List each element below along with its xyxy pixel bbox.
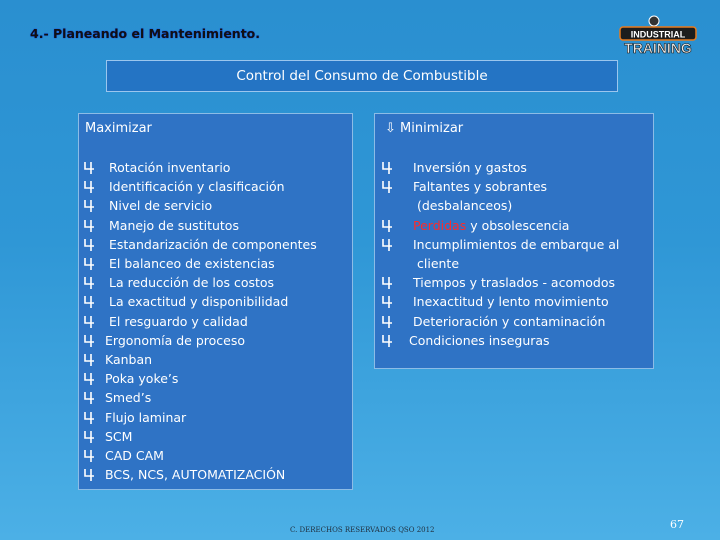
maximize-list	[83, 158, 317, 484]
maximize-panel	[78, 113, 353, 490]
list-item	[381, 292, 619, 311]
list-item-text: Identificación y clasificación	[109, 179, 285, 195]
highlighted-text: Perdidas	[413, 217, 467, 233]
list-item	[83, 216, 317, 235]
bullet-icon	[83, 276, 95, 290]
bullet-icon	[381, 276, 393, 290]
list-item-text: Nivel de servicio	[109, 198, 213, 214]
list-item	[83, 254, 317, 273]
arrow-down-icon: ⇩	[385, 121, 396, 136]
list-item	[381, 158, 619, 177]
list-item-text: Deterioración y contaminación	[413, 313, 606, 329]
page-title	[30, 26, 260, 41]
bullet-icon	[83, 199, 95, 213]
list-item	[83, 331, 317, 350]
list-item	[381, 235, 619, 254]
bullet-icon	[83, 391, 95, 405]
bullet-icon	[83, 315, 95, 329]
list-item-text: Estandarización de componentes	[109, 236, 317, 252]
list-item-text: CAD CAM	[105, 448, 164, 464]
bullet-icon	[381, 219, 393, 233]
bullet-icon	[83, 372, 95, 386]
bullet-icon	[381, 295, 393, 309]
bullet-icon	[381, 315, 393, 329]
list-item-text: Smed’s	[105, 390, 152, 406]
bullet-icon	[381, 161, 393, 175]
banner-title: Control del Consumo de Combustible	[236, 68, 488, 84]
list-item-text: Faltantes y sobrantes	[413, 179, 548, 195]
list-item	[381, 216, 619, 235]
page-number: 67	[670, 518, 684, 531]
list-item-text: Inversión y gastos	[413, 160, 527, 175]
bullet-icon	[83, 295, 95, 309]
bullet-icon	[83, 238, 95, 252]
list-item	[83, 369, 317, 388]
list-item	[83, 408, 317, 427]
list-item	[83, 388, 317, 407]
bullet-icon	[83, 430, 95, 444]
list-item-text: La exactitud y disponibilidad	[109, 294, 289, 310]
list-item-text: El balanceo de existencias	[109, 256, 275, 272]
bullet-icon	[83, 180, 95, 194]
list-item-text: Flujo laminar	[105, 409, 187, 425]
bullet-icon	[381, 238, 393, 252]
minimize-heading-text: Minimizar	[400, 121, 464, 136]
list-item	[83, 465, 317, 484]
list-item-text: Ergonomía de proceso	[105, 332, 246, 348]
list-item	[381, 273, 619, 292]
bullet-icon	[83, 468, 95, 482]
logo-top-text: INDUSTRIAL	[630, 29, 686, 40]
list-item-text: Manejo de sustitutos	[109, 217, 239, 233]
bullet-icon	[83, 449, 95, 463]
list-item	[83, 446, 317, 465]
list-item-text: El resguardo y calidad	[109, 313, 248, 329]
list-item	[83, 273, 317, 292]
bullet-icon	[83, 411, 95, 425]
list-item	[83, 350, 317, 369]
minimize-list	[381, 158, 619, 350]
list-item-continuation	[381, 196, 619, 215]
logo-bottom-text: TRAINING	[624, 40, 692, 56]
list-item-text: La reducción de los costos	[109, 275, 275, 291]
list-item	[83, 312, 317, 331]
list-item-text: Poka yoke’s	[105, 371, 179, 387]
list-item-text: (desbalanceos)	[417, 198, 513, 214]
page-title-prefix: 4.-	[30, 26, 53, 41]
bullet-icon	[83, 353, 95, 367]
section-banner	[106, 60, 618, 92]
list-item	[83, 196, 317, 215]
list-item-continuation	[381, 254, 619, 273]
list-item	[381, 312, 619, 331]
list-item	[381, 177, 619, 196]
list-item	[83, 427, 317, 446]
list-item-text: Rotación inventario	[109, 160, 231, 175]
industrial-training-logo	[618, 14, 698, 56]
list-item	[83, 292, 317, 311]
list-item-text: cliente	[417, 256, 460, 272]
maximize-heading: Maximizar	[85, 121, 152, 136]
bullet-icon	[381, 334, 393, 348]
minimize-panel	[374, 113, 654, 369]
list-item	[83, 235, 317, 254]
bullet-icon	[83, 257, 95, 271]
list-item-text: y obsolescencia	[466, 217, 570, 233]
list-item-text: SCM	[105, 428, 133, 444]
bullet-icon	[83, 161, 95, 175]
list-item-text: Incumplimientos de embarque al	[413, 236, 620, 252]
copyright-footer: C. DERECHOS RESERVADOS QSO 2012	[290, 526, 435, 534]
bullet-icon	[83, 334, 95, 348]
list-item-text: Kanban	[105, 352, 153, 368]
bullet-icon	[83, 219, 95, 233]
list-item	[83, 177, 317, 196]
list-item-text: Inexactitud y lento movimiento	[413, 294, 609, 310]
list-item-text: BCS, NCS, AUTOMATIZACIÓN	[105, 467, 286, 483]
list-item-text: Tiempos y traslados - acomodos	[413, 275, 616, 291]
page-title-text: Planeando el Mantenimiento.	[53, 26, 261, 41]
list-item-text: Condiciones inseguras	[409, 332, 550, 348]
list-item	[83, 158, 317, 177]
list-item	[381, 331, 619, 350]
bullet-icon	[381, 180, 393, 194]
minimize-heading	[385, 121, 463, 136]
